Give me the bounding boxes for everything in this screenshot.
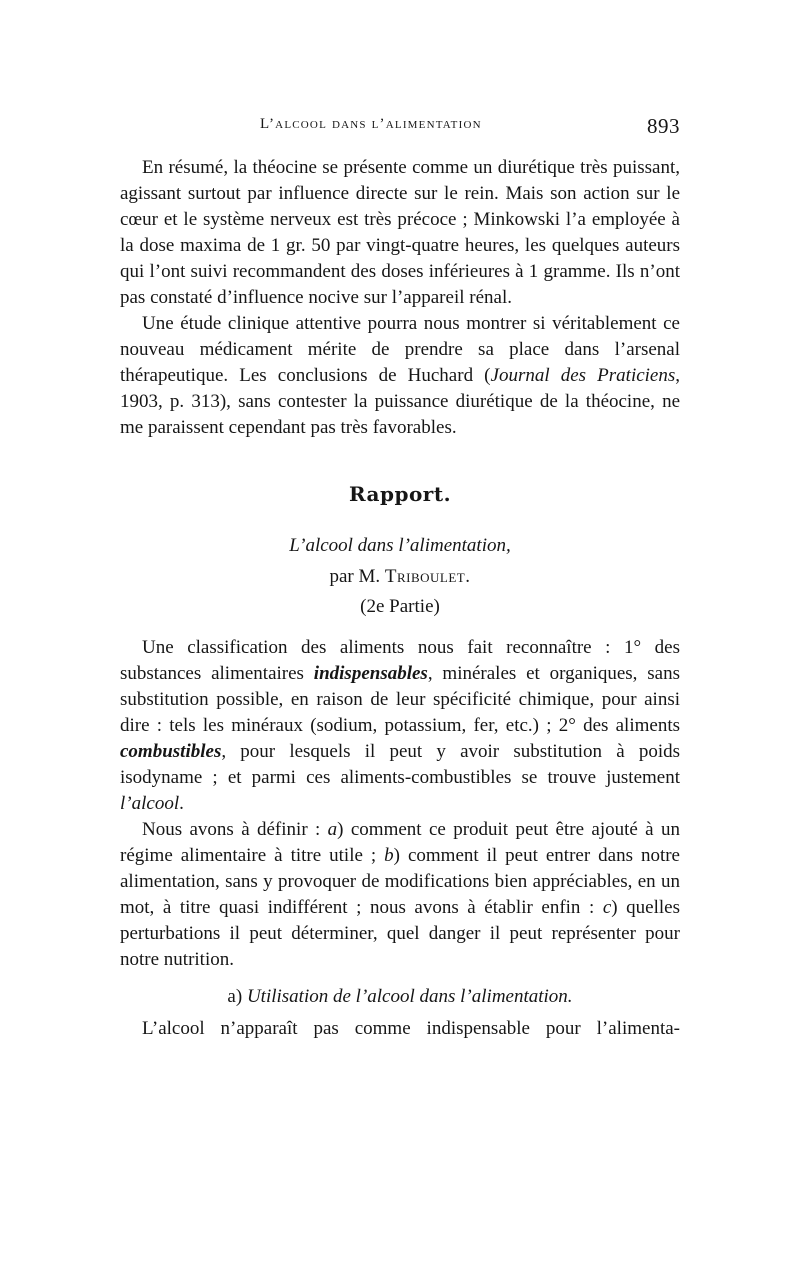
emphasis-alcool: l’alcool: [120, 793, 180, 814]
paragraph-classification: [120, 635, 680, 817]
emphasis-combustibles: combustibles: [120, 741, 222, 762]
author-name: Triboulet.: [384, 566, 471, 587]
classification-text-3: , pour lesquels il peut y avoir substitution à poids isodyname ; et parmi ces aliments-combustibles se trouve justement: [120, 741, 680, 788]
sub-heading-prefix: a): [227, 986, 243, 1007]
report-part: (2e Partie): [360, 596, 440, 617]
definir-text-1: Nous avons à définir :: [142, 819, 328, 840]
definir-text-2: ) comment ce produit peut être ajouté à un régime alimentaire à titre utile ;: [120, 819, 680, 866]
classification-text-4: .: [179, 793, 184, 814]
paragraph-definir: [120, 817, 680, 973]
paragraph-resume: En résumé, la théocine se présente comme un diurétique très puissant, agissant surtout par influence directe sur le rein. Mais son action sur le cœur et le système nerveux est très précoce ; Minkowski l’a employée à la dose maxima de 1 gr. 50 par vingt-quatre heures, les quelques auteurs qui l’ont suivi recommandent des doses inférieures à 1 gramme. Ils n’ont pas constaté d’influence nocive sur l’appareil rénal.: [120, 157, 680, 308]
report-author: [120, 566, 680, 588]
letter-b: b: [384, 845, 394, 866]
paragraph-etude: [120, 311, 680, 441]
text-block-main: [120, 635, 680, 973]
journal-name: Journal des Praticiens: [490, 365, 676, 386]
running-title: L’alcool dans l’alimentation: [260, 116, 482, 132]
letter-a: a: [327, 819, 338, 840]
page-number: 893: [647, 114, 680, 138]
paragraph-last-line: L’alcool n’apparaît pas comme indispensable pour l’alimenta-: [142, 1018, 680, 1039]
letter-c: c: [602, 897, 612, 918]
emphasis-indispensables: indispensables: [313, 663, 428, 684]
sub-heading-title: Utilisation de l’alcool dans l’alimentation.: [246, 986, 573, 1007]
classification-text-1: Une classification des aliments nous fait reconnaître : 1° des substances alimentaires: [120, 637, 680, 684]
definir-text-3: ) comment il peut entrer dans notre alimentation, sans y provoquer de modifications bien appréciables, en un mot, à titre quasi indifférent ; nous avons à établir enfin :: [120, 845, 680, 918]
paragraph-etude-text-end: , 1903, p. 313), sans contester la puissance diurétique de la théocine, ne me paraissent cependant pas très favorables.: [120, 365, 681, 438]
classification-text-2: , minérales et organiques, sans substitution possible, en raison de leur spécificité chimique, pour ainsi dire : tels les minéraux (sodium, potassium, fer, etc.) ; 2° des aliments: [120, 663, 680, 736]
running-head: [120, 114, 680, 144]
report-title: L’alcool dans l’alimentation,: [289, 535, 511, 556]
paragraph-etude-text: Une étude clinique attentive pourra nous montrer si véritablement ce nouveau médicament mérite de prendre sa place dans l’arsenal thérapeutique. Les conclusions de Huchard (: [120, 313, 680, 386]
section-title: Rapport.: [348, 482, 452, 506]
text-block-top: [120, 155, 680, 441]
definir-text-4: ) quelles perturbations il peut déterminer, quel danger il peut représenter pour notre nutrition.: [120, 897, 680, 970]
author-prefix: par M.: [329, 566, 381, 587]
sub-heading: [120, 986, 680, 1008]
